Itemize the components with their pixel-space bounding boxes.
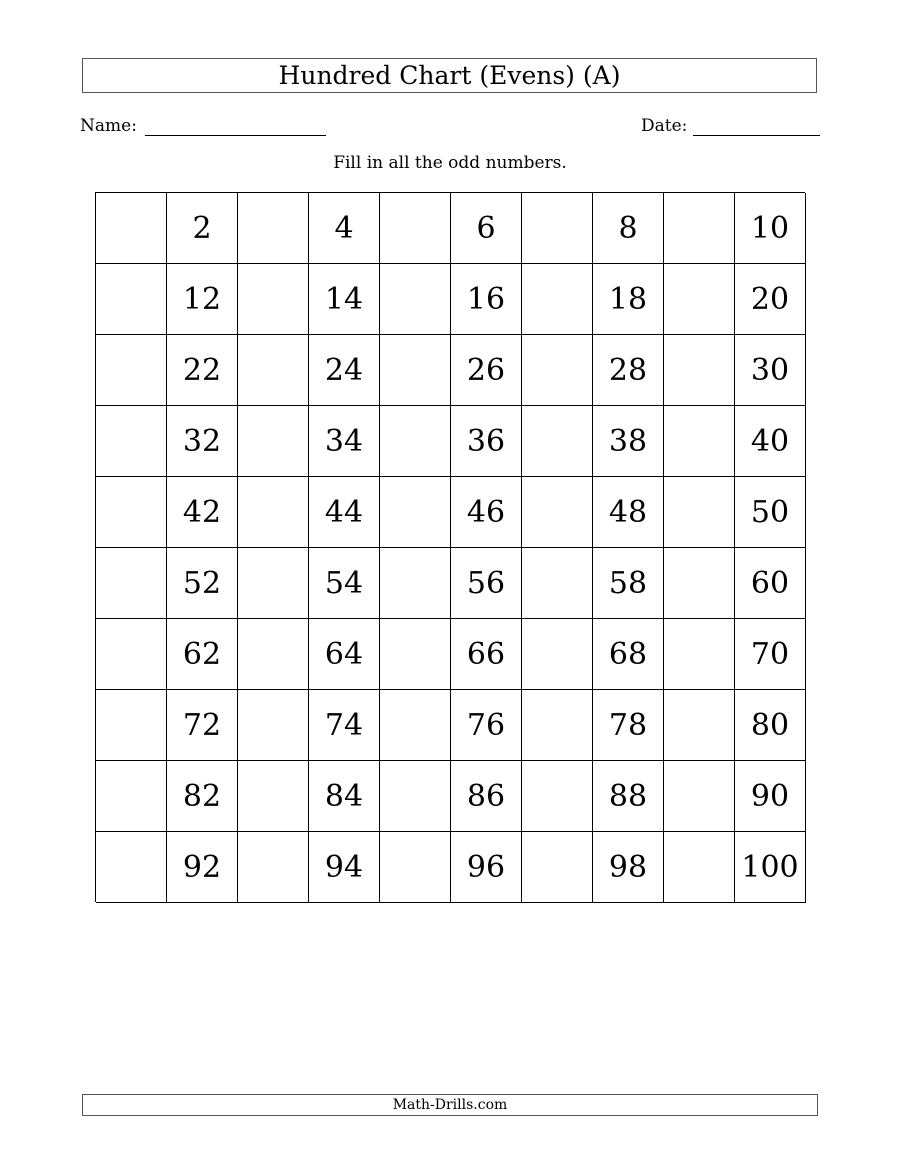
number-cell: 76 [451,690,522,761]
blank-cell[interactable] [522,406,593,477]
number-cell: 92 [167,832,238,903]
instructions: Fill in all the odd numbers. [333,153,567,173]
blank-cell[interactable] [522,832,593,903]
blank-cell[interactable] [238,264,309,335]
name-field [80,111,326,136]
blank-cell[interactable] [522,690,593,761]
blank-cell[interactable] [238,690,309,761]
blank-cell[interactable] [380,761,451,832]
number-cell: 62 [167,619,238,690]
number-cell: 38 [593,406,664,477]
blank-cell[interactable] [238,406,309,477]
number-cell: 96 [451,832,522,903]
number-cell: 32 [167,406,238,477]
title-text: Hundred Chart (Evens) (A) [278,61,621,90]
number-cell: 4 [309,193,380,264]
blank-cell[interactable] [238,548,309,619]
number-cell: 18 [593,264,664,335]
blank-cell[interactable] [522,477,593,548]
blank-cell[interactable] [664,477,735,548]
name-blank-line[interactable] [145,111,326,136]
blank-cell[interactable] [380,406,451,477]
number-cell: 64 [309,619,380,690]
blank-cell[interactable] [96,193,167,264]
blank-cell[interactable] [664,193,735,264]
date-blank-line[interactable] [693,111,820,136]
blank-cell[interactable] [380,335,451,406]
number-cell: 74 [309,690,380,761]
number-cell: 56 [451,548,522,619]
number-cell: 78 [593,690,664,761]
blank-cell[interactable] [664,264,735,335]
blank-cell[interactable] [380,193,451,264]
number-cell: 66 [451,619,522,690]
number-cell: 40 [735,406,806,477]
blank-cell[interactable] [380,619,451,690]
blank-cell[interactable] [96,477,167,548]
number-cell: 82 [167,761,238,832]
blank-cell[interactable] [96,690,167,761]
number-cell: 42 [167,477,238,548]
blank-cell[interactable] [96,832,167,903]
number-cell: 46 [451,477,522,548]
blank-cell[interactable] [664,548,735,619]
blank-cell[interactable] [380,832,451,903]
worksheet-title [82,58,817,93]
number-cell: 24 [309,335,380,406]
number-cell: 54 [309,548,380,619]
number-cell: 70 [735,619,806,690]
blank-cell[interactable] [522,761,593,832]
blank-cell[interactable] [522,619,593,690]
blank-cell[interactable] [238,335,309,406]
number-cell: 2 [167,193,238,264]
number-cell: 44 [309,477,380,548]
name-label: Name: [80,116,137,136]
number-cell: 52 [167,548,238,619]
date-label: Date: [641,116,688,136]
blank-cell[interactable] [238,761,309,832]
number-cell: 58 [593,548,664,619]
number-cell: 28 [593,335,664,406]
number-cell: 10 [735,193,806,264]
footer [82,1094,818,1116]
blank-cell[interactable] [96,406,167,477]
number-cell: 30 [735,335,806,406]
number-cell: 36 [451,406,522,477]
number-cell: 16 [451,264,522,335]
number-cell: 68 [593,619,664,690]
blank-cell[interactable] [664,832,735,903]
number-cell: 48 [593,477,664,548]
blank-cell[interactable] [664,761,735,832]
number-cell: 14 [309,264,380,335]
number-cell: 20 [735,264,806,335]
number-cell: 22 [167,335,238,406]
blank-cell[interactable] [522,264,593,335]
number-cell: 86 [451,761,522,832]
number-cell: 94 [309,832,380,903]
number-cell: 8 [593,193,664,264]
blank-cell[interactable] [522,193,593,264]
number-cell: 100 [735,832,806,903]
blank-cell[interactable] [238,477,309,548]
blank-cell[interactable] [238,619,309,690]
number-cell: 50 [735,477,806,548]
blank-cell[interactable] [522,548,593,619]
blank-cell[interactable] [96,548,167,619]
blank-cell[interactable] [96,264,167,335]
blank-cell[interactable] [96,335,167,406]
number-cell: 34 [309,406,380,477]
number-cell: 72 [167,690,238,761]
blank-cell[interactable] [238,193,309,264]
number-cell: 12 [167,264,238,335]
blank-cell[interactable] [664,690,735,761]
blank-cell[interactable] [96,619,167,690]
blank-cell[interactable] [96,761,167,832]
blank-cell[interactable] [664,619,735,690]
number-cell: 84 [309,761,380,832]
blank-cell[interactable] [664,335,735,406]
hundred-chart-grid [95,192,805,902]
number-cell: 6 [451,193,522,264]
blank-cell[interactable] [238,832,309,903]
blank-cell[interactable] [380,548,451,619]
number-cell: 60 [735,548,806,619]
footer-text: Math-Drills.com [392,1097,508,1113]
date-field [641,111,820,136]
number-cell: 90 [735,761,806,832]
number-cell: 80 [735,690,806,761]
blank-cell[interactable] [380,477,451,548]
blank-cell[interactable] [380,690,451,761]
blank-cell[interactable] [664,406,735,477]
blank-cell[interactable] [522,335,593,406]
number-cell: 26 [451,335,522,406]
number-cell: 88 [593,761,664,832]
number-cell: 98 [593,832,664,903]
blank-cell[interactable] [380,264,451,335]
